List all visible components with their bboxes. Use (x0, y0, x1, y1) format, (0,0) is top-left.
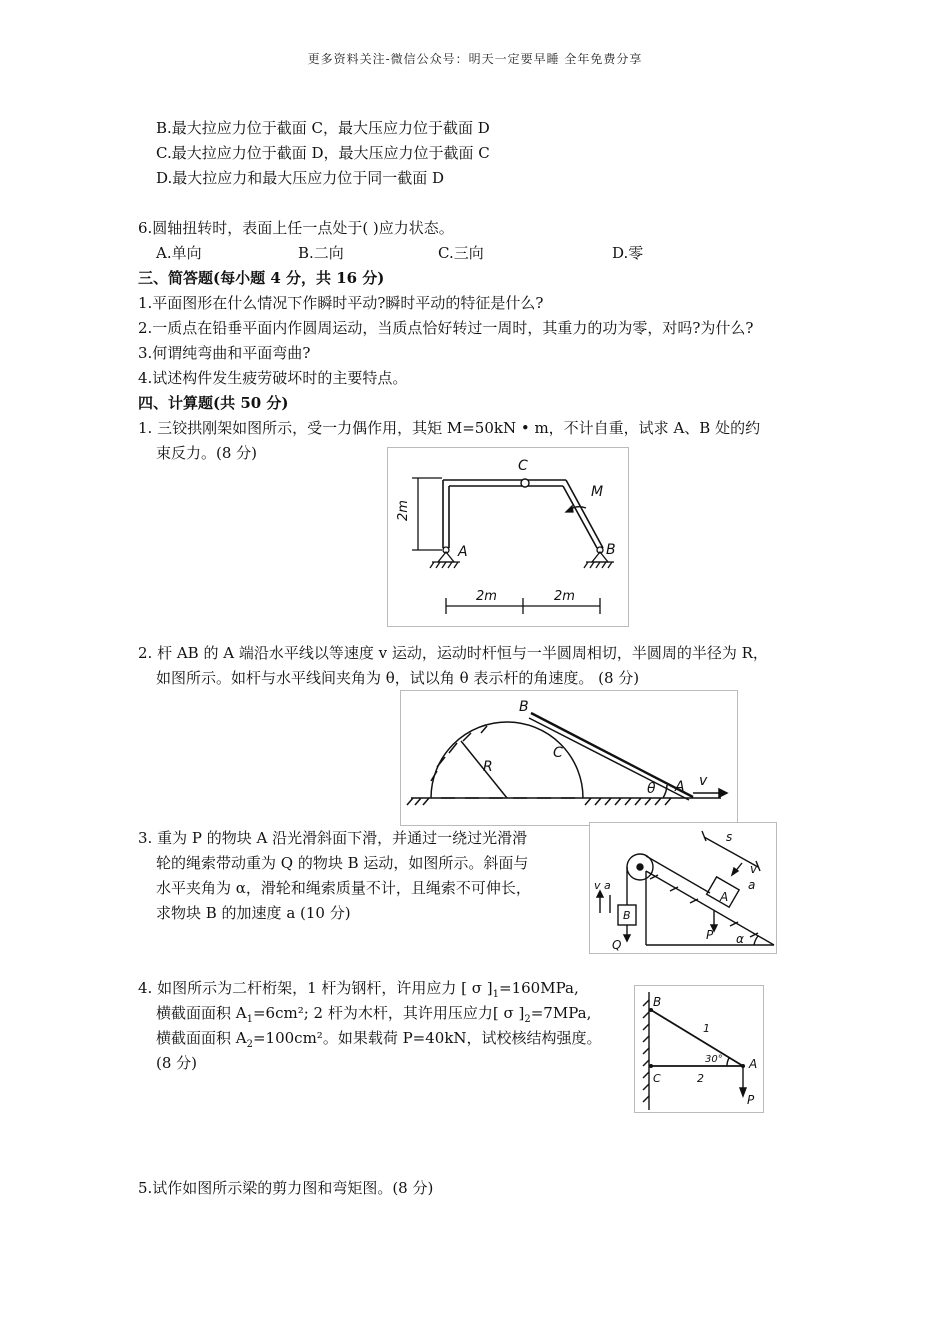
label-r: R (483, 759, 493, 775)
p4-line1-post: =160MPa, (499, 979, 579, 997)
q6-option-a: A.单向 (156, 244, 202, 262)
figure-rod-semicircle (400, 690, 738, 826)
label-b: B (519, 699, 529, 715)
p4-line2 (156, 1003, 591, 1030)
p4-line2-text: 横截面面积 A (156, 1004, 247, 1022)
label-s: s (726, 830, 733, 844)
label-block-a: A (720, 890, 729, 904)
label-a: A (749, 1057, 758, 1071)
p5-line1: 5.试作如图所示梁的剪力图和弯矩图。(8 分) (138, 1179, 434, 1197)
q6-option-c: C.三向 (438, 244, 484, 262)
label-va: v a (594, 879, 611, 892)
p2-line2: 如图所示。如杆与水平线间夹角为 θ，试以角 θ 表示杆的角速度。 (8 分) (156, 669, 640, 687)
q6-stem: 6.圆轴扭转时，表面上任一点处于( )应力状态。 (138, 219, 454, 237)
label-c: C (653, 1072, 661, 1085)
page-header: 更多资料关注-微信公众号：明天一定要早睡 全年免费分享 (307, 52, 643, 66)
section3-item-1: 1.平面图形在什么情况下作瞬时平动?瞬时平动的特征是什么? (138, 294, 544, 312)
q6-option-b: B.二向 (298, 244, 344, 262)
q5-option-b: B.最大拉应力位于截面 C，最大压应力位于截面 D (156, 119, 490, 137)
label-bar-2: 2 (697, 1072, 704, 1085)
label-v: v (699, 773, 708, 789)
label-p: P (747, 1093, 755, 1107)
p4-line3-post: =100cm²。如果载荷 P=40kN，试校核结构强度。 (252, 1029, 602, 1047)
p4-line3 (156, 1028, 602, 1055)
p4-line3-text: 横截面面积 A (156, 1029, 247, 1047)
figure-three-hinged-frame (387, 447, 629, 627)
rod-semicircle-drawing (401, 691, 737, 825)
section3-item-2: 2.一质点在铅垂平面内作圆周运动，当质点恰好转过一周时，其重力的功为零，对吗?为什么? (138, 319, 754, 337)
two-bar-truss-drawing (635, 986, 763, 1112)
q5-option-c: C.最大拉应力位于截面 D，最大压应力位于截面 C (156, 144, 490, 162)
label-m: M (591, 484, 604, 500)
p3-line3: 水平夹角为 α，滑轮和绳索质量不计，且绳索不可伸长， (156, 879, 531, 897)
p3-line1: 3. 重为 P 的物块 A 沿光滑斜面下滑，并通过一绕过光滑滑 (138, 829, 528, 847)
section4-title: 四、计算题(共 50 分) (138, 394, 289, 412)
label-block-b: B (623, 909, 631, 922)
p4-line1 (138, 978, 579, 1005)
figure-two-bar-truss (634, 985, 764, 1113)
label-b: B (653, 995, 662, 1009)
section3-title: 三、简答题(每小题 4 分，共 16 分) (138, 269, 385, 287)
label-width-2: 2m (554, 589, 575, 604)
q6-option-d: D.零 (612, 244, 644, 262)
p4-line2-sub1: 1 (246, 1014, 253, 1025)
hinge-c (521, 479, 529, 487)
section3-item-4: 4.试述构件发生疲劳破坏时的主要特点。 (138, 369, 408, 387)
p4-line4: (8 分) (156, 1054, 198, 1072)
label-c: C (553, 745, 563, 761)
p4-line2-sub2: 2 (524, 1014, 531, 1025)
q5-option-d: D.最大拉应力和最大压应力位于同一截面 D (156, 169, 445, 187)
label-q: Q (612, 938, 622, 952)
label-height: 2m (396, 500, 411, 521)
label-width-1: 2m (476, 589, 497, 604)
p3-line4: 求物块 B 的加速度 a (10 分) (156, 904, 351, 922)
label-c: C (518, 458, 528, 474)
label-a: A (458, 544, 468, 560)
incline-pulley-drawing (590, 823, 776, 953)
section3-item-3: 3.何谓纯弯曲和平面弯曲? (138, 344, 311, 362)
label-a-accel: a (748, 878, 756, 892)
figure-incline-pulley (589, 822, 777, 954)
label-alpha: α (736, 932, 744, 946)
label-theta: θ (647, 781, 656, 797)
three-hinged-frame-drawing (388, 448, 628, 626)
p4-line2-mid: =6cm²; 2 杆为木杆，其许用压应力[ σ ] (252, 1004, 525, 1022)
label-b: B (606, 542, 616, 558)
p2-line1: 2. 杆 AB 的 A 端沿水平线以等速度 v 运动，运动时杆恒与一半圆周相切，半圆周的半径为 R， (138, 644, 768, 662)
p4-line1-sub: 1 (492, 989, 500, 1000)
label-bar-1: 1 (703, 1022, 710, 1035)
label-p: P (706, 928, 714, 942)
label-v: v (750, 862, 758, 876)
p3-line2: 轮的绳索带动重为 Q 的物块 B 运动，如图所示。斜面与 (156, 854, 529, 872)
p4-line3-sub: 2 (246, 1039, 253, 1050)
p1-line2: 束反力。(8 分) (156, 444, 258, 462)
p4-line2-post: =7MPa, (530, 1004, 592, 1022)
bar-1 (651, 1010, 743, 1066)
p1-line1: 1. 三铰拱刚架如图所示，受一力偶作用，其矩 M=50kN • m，不计自重，试求 A、B 处的约 (138, 419, 761, 437)
p4-line1-text: 4. 如图所示为二杆桁架，1 杆为钢杆，许用应力 [ σ ] (138, 979, 493, 997)
label-angle: 30° (705, 1054, 723, 1065)
label-a: A (675, 779, 685, 795)
